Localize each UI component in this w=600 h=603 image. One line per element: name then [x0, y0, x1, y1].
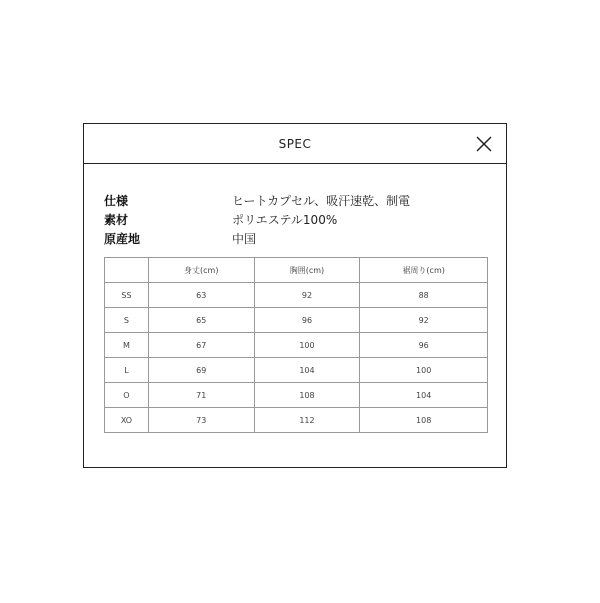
table-cell: 67: [148, 333, 254, 358]
table-header-cell: 身丈(cm): [148, 258, 254, 283]
table-header-cell: 胸囲(cm): [254, 258, 360, 283]
spec-list: [104, 192, 410, 249]
table-cell: 108: [360, 408, 488, 433]
size-cell: XO: [105, 408, 149, 433]
table-cell: 88: [360, 283, 488, 308]
table-cell: 112: [254, 408, 360, 433]
spec-modal: [83, 123, 507, 468]
table-cell: 92: [360, 308, 488, 333]
spec-key: 原産地: [104, 232, 141, 246]
table-cell: 96: [360, 333, 488, 358]
table-cell: 108: [254, 383, 360, 408]
table-row: [105, 383, 488, 408]
table-cell: 104: [254, 358, 360, 383]
table-cell: 92: [254, 283, 360, 308]
size-table: [104, 257, 488, 433]
table-cell: 73: [148, 408, 254, 433]
spec-key: 素材: [104, 213, 129, 227]
table-cell: 71: [148, 383, 254, 408]
table-cell: 104: [360, 383, 488, 408]
table-cell: 63: [148, 283, 254, 308]
modal-header: [84, 124, 506, 164]
spec-row-features: [104, 192, 410, 211]
modal-title: SPEC: [278, 137, 312, 151]
spec-value: ヒートカプセル、吸汗速乾、制電: [232, 194, 411, 208]
spec-value: ポリエステル100%: [232, 213, 338, 227]
table-cell: 100: [360, 358, 488, 383]
table-row: [105, 408, 488, 433]
table-cell: 65: [148, 308, 254, 333]
close-icon: [474, 134, 494, 154]
table-cell: 69: [148, 358, 254, 383]
table-header-cell: [105, 258, 149, 283]
close-button[interactable]: [474, 134, 494, 154]
table-cell: 96: [254, 308, 360, 333]
spec-row-material: [104, 211, 410, 230]
size-cell: L: [105, 358, 149, 383]
table-row: [105, 308, 488, 333]
table-row: [105, 283, 488, 308]
table-row: [105, 358, 488, 383]
size-cell: S: [105, 308, 149, 333]
size-cell: M: [105, 333, 149, 358]
spec-row-origin: [104, 230, 410, 249]
spec-value: 中国: [232, 232, 257, 246]
spec-key: 仕様: [104, 194, 129, 208]
table-cell: 100: [254, 333, 360, 358]
table-row: [105, 333, 488, 358]
size-cell: SS: [105, 283, 149, 308]
table-header-cell: 裾周り(cm): [360, 258, 488, 283]
table-header-row: [105, 258, 488, 283]
size-cell: O: [105, 383, 149, 408]
